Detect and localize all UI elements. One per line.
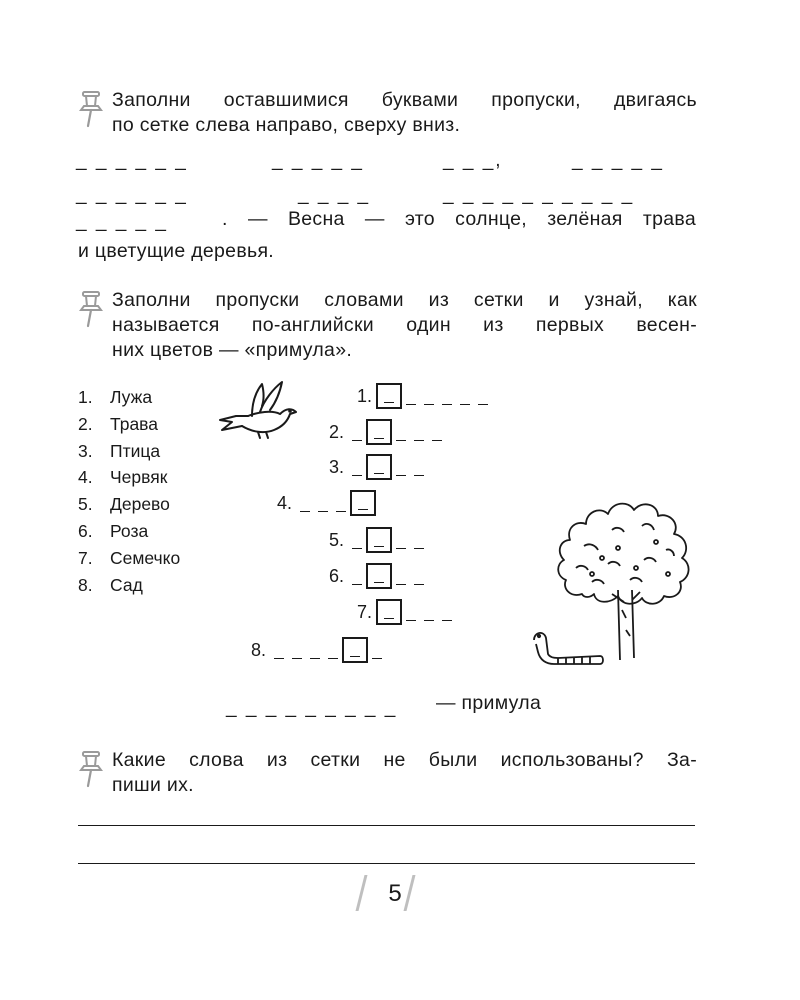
list-item: 7. Семечко [78, 547, 181, 568]
pushpin-icon [76, 290, 106, 330]
list-item: 2. Трава [78, 413, 159, 434]
task3-instruction-line1: Какие слова из сетки не были использованы? За- [112, 749, 697, 771]
grid-box[interactable] [350, 490, 376, 516]
blank-word: _ _ _, [443, 150, 503, 171]
task1-sentence: . — Весна — это солнце, зелёная трава [222, 208, 696, 230]
answer-label: — примула [436, 692, 542, 714]
word-list [78, 384, 180, 598]
write-line[interactable] [78, 863, 695, 864]
grid-box[interactable] [376, 383, 402, 409]
blank-word: _ _ _ _ _ [572, 150, 664, 171]
bird-icon [218, 376, 300, 442]
task2-instruction-line2: называется по-английски один из первых весен- [112, 314, 697, 336]
task1-instruction-line2: по сетке слева направо, сверху вниз. [112, 114, 461, 136]
grid-box[interactable] [366, 454, 392, 480]
write-line[interactable] [78, 825, 695, 826]
answer-blanks[interactable]: _ _ _ _ _ _ _ _ _ [226, 697, 398, 718]
pushpin-icon [76, 90, 106, 130]
page-number: 5 [388, 880, 402, 907]
grid-row-5: 5. [318, 527, 428, 553]
grid-row-3: 3. [318, 454, 428, 480]
list-item: 4. Червяк [78, 467, 168, 488]
blank-word: _ _ _ _ [298, 184, 371, 205]
grid-box[interactable] [366, 563, 392, 589]
grid-box[interactable] [342, 637, 368, 663]
blank-word: _ _ _ _ _ _ [76, 150, 188, 171]
grid-row-6: 6. [318, 563, 428, 589]
list-item: 3. Птица [78, 440, 161, 461]
list-item: 5. Дерево [78, 494, 170, 515]
grid-box[interactable] [366, 419, 392, 445]
blank-word: _ _ _ _ _ [76, 211, 168, 232]
grid-row-8: 8. [240, 637, 386, 663]
task3-instruction-line2: пиши их. [112, 774, 194, 796]
grid-row-7: 7. [346, 599, 456, 625]
task1-instruction-line1: Заполни оставшимися буквами пропуски, двигаясь [112, 89, 697, 111]
worm-icon [528, 628, 604, 668]
grid-box[interactable] [376, 599, 402, 625]
grid-row-4: 4. [266, 490, 376, 516]
list-item: 8. Сад [78, 574, 143, 595]
blank-word: _ _ _ _ _ _ _ _ _ _ [443, 184, 635, 205]
grid-row-2: 2. [318, 419, 446, 445]
blank-word: _ _ _ _ _ [272, 150, 364, 171]
task2-instruction-line1: Заполни пропуски словами из сетки и узнай, как [112, 289, 697, 311]
grid-row-1: 1. [346, 383, 492, 409]
list-item: 6. Роза [78, 520, 149, 541]
task1-sentence-end: и цветущие деревья. [78, 240, 275, 262]
list-item: 1. Лужа [78, 387, 153, 407]
grid-box[interactable] [366, 527, 392, 553]
pushpin-icon [76, 750, 106, 790]
task2-instruction-line3: них цветов — «примула». [112, 339, 353, 361]
blank-word: _ _ _ _ _ _ [76, 184, 188, 205]
